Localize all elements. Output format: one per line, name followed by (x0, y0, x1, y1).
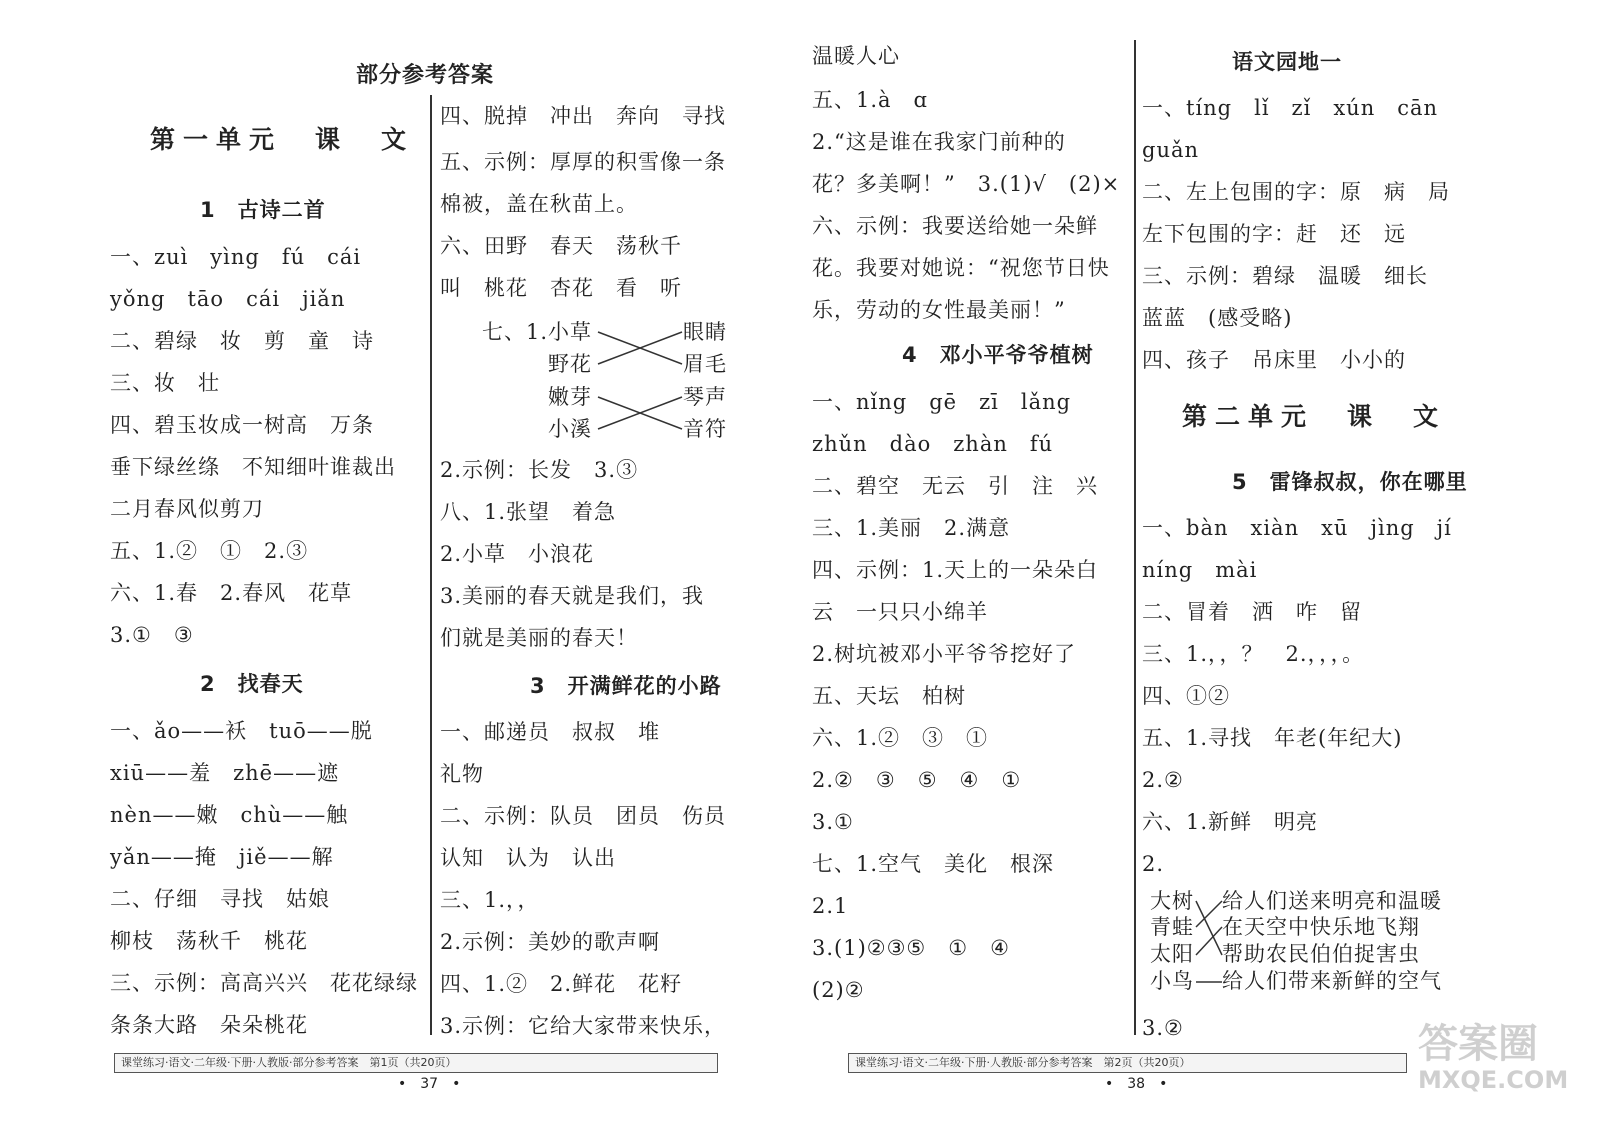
answer-line: níng mài (1142, 558, 1258, 582)
answer-line: 四、1.② 2.鲜花 花籽 (440, 972, 683, 996)
answer-line: 2.小草 小浪花 (440, 542, 595, 566)
match-lines (598, 318, 682, 448)
answer-line: 三、示例：碧绿 温暖 细长 (1142, 264, 1428, 288)
answer-line: zhǔn dào zhàn fú (812, 432, 1054, 456)
unit-title: 第二单元 课 文 (1182, 402, 1447, 431)
lesson-title: 3 开满鲜花的小路 (530, 674, 722, 698)
answer-line: xiū——羞 zhē——遮 (110, 761, 340, 785)
answer-line: 四、碧玉妆成一树高 万条 (110, 413, 374, 437)
answer-line: 二、左上包围的字：原 病 局 (1142, 180, 1450, 204)
page-number: • 37 • (398, 1076, 461, 1092)
answer-line: 2.“这是谁在我家门前种的 (812, 130, 1066, 154)
watermark-logo: 答案圈 (1418, 1021, 1538, 1067)
answer-line: (2)② (812, 978, 865, 1002)
lesson-title: 4 邓小平爷爷植树 (902, 343, 1094, 367)
answer-line: 三、1.，， (440, 888, 540, 912)
lesson-title: 2 找春天 (200, 672, 304, 696)
answer-line: 三、1.，，？ 2.，，，。 (1142, 642, 1365, 666)
answer-line: 一、ǎo——袄 tuō——脱 (110, 719, 373, 743)
answer-line: 棉被，盖在秋苗上。 (440, 192, 638, 216)
match-right-item: 眼睛 (683, 320, 727, 344)
answer-line: 六、田野 春天 荡秋千 (440, 234, 682, 258)
page-number: • 38 • (1105, 1076, 1168, 1092)
match-left-item: 小鸟 (1150, 969, 1194, 993)
answer-line: 六、1.新鲜 明亮 (1142, 810, 1319, 834)
answer-line: 乐，劳动的女性最美丽！” (812, 298, 1066, 322)
answer-line: 二、仔细 寻找 姑娘 (110, 887, 330, 911)
answer-line: 3.(1)②③⑤ ① ④ (812, 936, 1010, 960)
answer-line: 三、1.美丽 2.满意 (812, 516, 1011, 540)
lesson-title: 1 古诗二首 (200, 198, 326, 222)
answer-line: 六、1.春 2.春风 花草 (110, 581, 353, 605)
answer-line: 四、孩子 吊床里 小小的 (1142, 348, 1406, 372)
answer-line: 三、妆 壮 (110, 371, 220, 395)
answer-line: 2.② (1142, 768, 1184, 792)
match-right-item: 眉毛 (683, 352, 727, 376)
answer-line: 一、nǐng gē zī lǎng (812, 390, 1072, 414)
answer-line: 条条大路 朵朵桃花 (110, 1013, 308, 1037)
answer-line: 二月春风似剪刀 (110, 497, 264, 521)
answer-line: 左下包围的字：赶 还 远 (1142, 222, 1406, 246)
answer-line: 五、示例：厚厚的积雪像一条 (440, 150, 726, 174)
match-left-item: 嫩芽 (548, 385, 592, 409)
answer-line: 垂下绿丝绦 不知细叶谁裁出 (110, 455, 396, 479)
answer-line: 一、tíng lǐ zǐ xún cān (1142, 96, 1439, 120)
answer-line: 云 一只只小绵羊 (812, 600, 988, 624)
answer-line: 花。我要对她说：“祝您节日快 (812, 256, 1110, 280)
match-left-item: 小溪 (548, 417, 592, 441)
match-right-item: 给人们带来新鲜的空气 (1222, 969, 1442, 993)
answer-line: 七、1.空气 美化 根深 (812, 852, 1055, 876)
answer-line: 2.示例：美妙的歌声啊 (440, 930, 661, 954)
match-right-item: 帮助农民伯伯捉害虫 (1222, 942, 1420, 966)
match-prefix: 七、1. (482, 320, 549, 344)
answer-line: 礼物 (440, 762, 484, 786)
answer-line: 二、碧绿 妆 剪 童 诗 (110, 329, 374, 353)
answer-line: guǎn (1142, 138, 1200, 162)
answer-line: 3.示例：它给大家带来快乐， (440, 1014, 727, 1038)
answer-line: 四、①② (1142, 684, 1230, 708)
answer-line: 蓝蓝 (感受略) (1142, 306, 1293, 330)
answer-line: nèn——嫩 chù——触 (110, 803, 349, 827)
answer-line: 花？多美啊！” 3.(1)√ (2)× (812, 172, 1121, 196)
answer-line: 3.美丽的春天就是我们，我 (440, 584, 705, 608)
answer-line: 一、bàn xiàn xū jìng jí (1142, 516, 1452, 540)
match-right-item: 音符 (683, 417, 727, 441)
answer-line: 叫 桃花 杏花 看 听 (440, 276, 682, 300)
answer-line: 2. (1142, 852, 1165, 876)
match-left-item: 小草 (548, 320, 592, 344)
answer-line: 八、1.张望 着急 (440, 500, 617, 524)
match-left-item: 太阳 (1150, 942, 1194, 966)
answer-line: 3.① ③ (110, 623, 194, 647)
match-left-item: 青蛙 (1150, 915, 1194, 939)
page-footer: 课堂练习·语文·二年级·下册·人教版·部分参考答案 第2页（共20页） (848, 1053, 1407, 1073)
answer-line: 五、1.à ɑ (812, 88, 928, 112)
answer-line: 3.② (1142, 1016, 1184, 1040)
answer-line: 2.1 (812, 894, 849, 918)
match-right-item: 在天空中快乐地飞翔 (1222, 915, 1420, 939)
answer-line: 六、示例：我要送给她一朵鲜 (812, 214, 1098, 238)
answer-line: 五、1.寻找 年老(年纪大) (1142, 726, 1403, 750)
column-divider (430, 95, 432, 1035)
answer-line: 2.示例：长发 3.③ (440, 458, 639, 482)
answer-line: 五、天坛 柏树 (812, 684, 966, 708)
answer-line: yǎn——掩 jiě——解 (110, 845, 334, 869)
answer-line: 六、1.② ③ ① (812, 726, 989, 750)
answer-line: 二、冒着 洒 咋 留 (1142, 600, 1362, 624)
page-footer: 课堂练习·语文·二年级·下册·人教版·部分参考答案 第1页（共20页） (114, 1053, 718, 1073)
answer-line: 二、碧空 无云 引 注 兴 (812, 474, 1098, 498)
answer-line: 2.树坑被邓小平爷爷挖好了 (812, 642, 1077, 666)
match-right-item: 给人们送来明亮和温暖 (1222, 889, 1442, 913)
answer-line: 四、脱掉 冲出 奔向 寻找 (440, 104, 726, 128)
answer-line: 一、zuì yìng fú cái (110, 245, 362, 269)
watermark-url: MXQE.COM (1418, 1066, 1569, 1094)
answer-line: 五、1.② ① 2.③ (110, 539, 309, 563)
column-divider (1134, 40, 1136, 1035)
match-left-item: 野花 (548, 352, 592, 376)
lesson-title: 5 雷锋叔叔，你在哪里 (1232, 470, 1468, 494)
answer-line: 二、示例：队员 团员 伤员 (440, 804, 726, 828)
answer-line: 三、示例：高高兴兴 花花绿绿 (110, 971, 418, 995)
answer-line: 柳枝 荡秋千 桃花 (110, 929, 308, 953)
answer-line: 3.① (812, 810, 854, 834)
answer-line: 温暖人心 (812, 44, 900, 68)
answer-line: 认知 认为 认出 (440, 846, 616, 870)
answer-line: 2.② ③ ⑤ ④ ① (812, 768, 1022, 792)
lesson-title: 语文园地一 (1232, 50, 1342, 74)
match-lines (1196, 887, 1222, 997)
match-left-item: 大树 (1150, 889, 1194, 913)
answer-line: 一、邮递员 叔叔 堆 (440, 720, 660, 744)
match-right-item: 琴声 (683, 385, 727, 409)
page-header: 部分参考答案 (356, 63, 495, 88)
answer-line: 四、示例：1.天上的一朵朵白 (812, 558, 1099, 582)
unit-title: 第一单元 课 文 (150, 125, 415, 154)
answer-line: yǒng tāo cái jiǎn (110, 287, 346, 311)
answer-line: 们就是美丽的春天！ (440, 626, 638, 650)
